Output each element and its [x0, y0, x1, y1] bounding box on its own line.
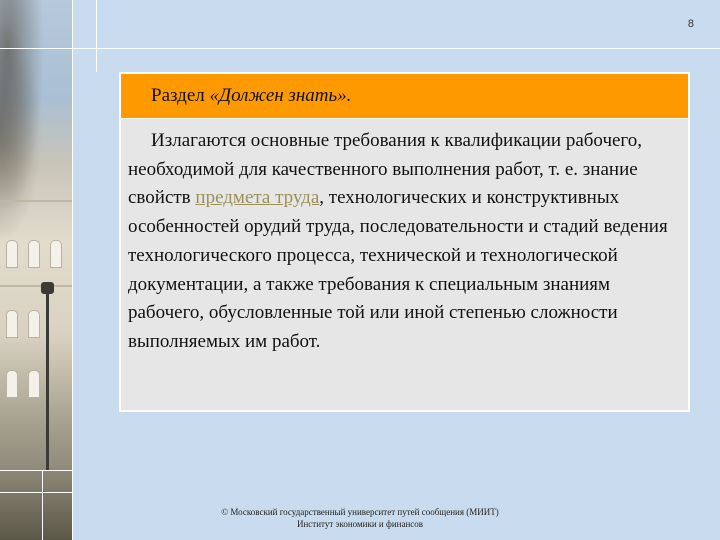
divider-line	[0, 492, 72, 493]
building-window	[50, 240, 62, 268]
body-text-end: , технологических и конструктивных особенностей орудий труда, последовательности и стадий ведения технологического процесса, технической и технологической документации, а также требования к специальным знаниям рабочего, обусловленные той или иной степенью сложности выполняемых им работ.	[128, 187, 668, 352]
building-window	[28, 370, 40, 398]
divider-line	[72, 0, 73, 540]
footer-copyright: © Московский государственный университет путей сообщения (МИИТ)	[221, 507, 499, 517]
footer	[160, 506, 560, 530]
building-window	[6, 240, 18, 268]
building-window	[28, 240, 40, 268]
background-photo	[0, 0, 72, 540]
subject-of-labor-link[interactable]: предмета труда	[195, 187, 320, 209]
building-cornice	[0, 285, 72, 287]
divider-line	[0, 48, 720, 49]
divider-line	[0, 470, 72, 471]
building-window	[6, 370, 18, 398]
section-prefix: Раздел	[151, 85, 205, 106]
ground	[0, 470, 72, 540]
divider-line	[42, 470, 43, 540]
content-card	[119, 72, 690, 412]
footer-institute: Институт экономики и финансов	[296, 519, 424, 529]
section-header	[121, 74, 688, 119]
building-window	[6, 310, 18, 338]
building-cornice	[0, 200, 72, 202]
section-title: «Должен знать».	[209, 85, 352, 106]
street-lamp-pole	[46, 290, 49, 470]
body-text-start: Излагаются основные требования к квалификации рабочего, необходимой для качественного выполнения работ, т. е. знание свойств	[128, 130, 643, 209]
tree-foliage	[0, 0, 50, 240]
page-number: 8	[687, 18, 694, 30]
building-window	[28, 310, 40, 338]
body-paragraph	[121, 119, 688, 357]
divider-line	[96, 0, 97, 72]
